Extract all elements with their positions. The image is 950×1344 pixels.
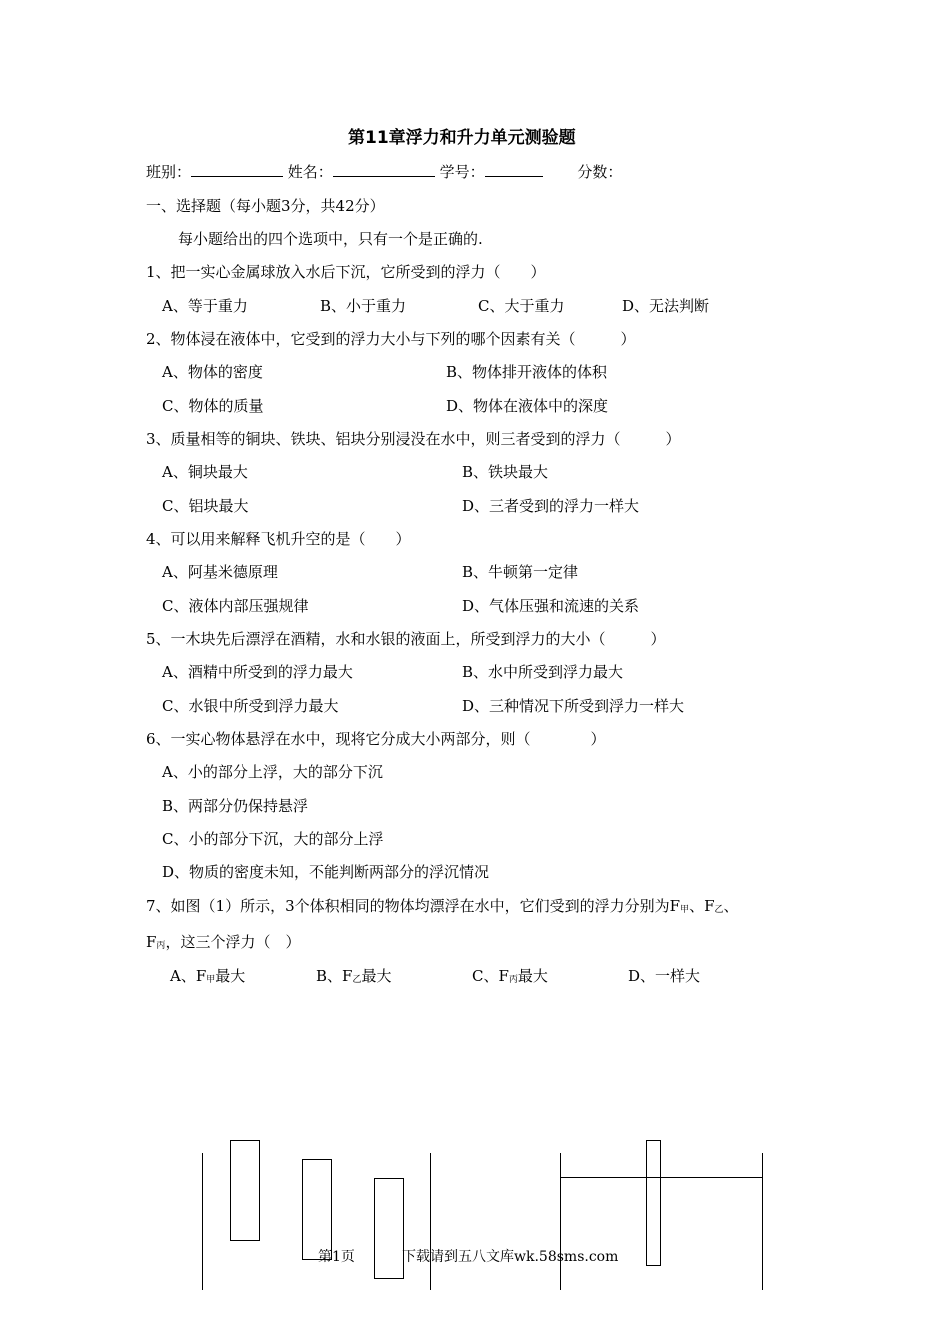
class-blank[interactable] bbox=[191, 162, 283, 177]
question-7-option-b: B、F乙最大 bbox=[316, 967, 392, 985]
question-3-option-c: C、铝块最大 bbox=[162, 497, 249, 515]
container-right-right-wall bbox=[762, 1153, 763, 1290]
info-line bbox=[146, 162, 622, 182]
footer-source: 下载请到五八文库wk.58sms.com bbox=[402, 1249, 619, 1265]
container-middle-wall bbox=[430, 1153, 431, 1290]
class-label: 班别： bbox=[146, 163, 192, 181]
question-2-option-d: D、物体在液体中的深度 bbox=[446, 397, 609, 415]
question-2-stem: 2、物体浸在液体中，它受到的浮力大小与下列的哪个因素有关（ ） bbox=[146, 330, 636, 348]
question-1-option-d: D、无法判断 bbox=[622, 297, 710, 315]
question-1-option-c: C、大于重力 bbox=[478, 297, 565, 315]
question-5-option-d: D、三种情况下所受到浮力一样大 bbox=[462, 697, 685, 715]
question-5-option-b: B、水中所受到浮力最大 bbox=[462, 663, 624, 681]
question-3-option-d: D、三者受到的浮力一样大 bbox=[462, 497, 640, 515]
question-3-option-a: A、铜块最大 bbox=[162, 463, 248, 481]
question-6-stem: 6、一实心物体悬浮在水中，现将它分成大小两部分，则（ ） bbox=[146, 730, 606, 748]
question-1-option-a: A、等于重力 bbox=[162, 297, 248, 315]
page-title: 第11章浮力和升力单元测验题 bbox=[348, 128, 576, 148]
question-4-option-c: C、液体内部压强规律 bbox=[162, 597, 309, 615]
question-4-option-b: B、牛顿第一定律 bbox=[462, 563, 579, 581]
question-4-option-a: A、阿基米德原理 bbox=[162, 563, 278, 581]
question-4-option-d: D、气体压强和流速的关系 bbox=[462, 597, 640, 615]
score-label: 分数： bbox=[577, 163, 623, 181]
water-surface-line bbox=[560, 1177, 763, 1178]
question-6-option-a: A、小的部分上浮，大的部分下沉 bbox=[162, 763, 383, 781]
number-blank[interactable] bbox=[485, 162, 543, 177]
question-5-stem: 5、一木块先后漂浮在酒精，水和水银的液面上，所受到浮力的大小（ ） bbox=[146, 630, 666, 648]
float-block-3 bbox=[374, 1178, 404, 1279]
footer-page-number: 第1页 bbox=[318, 1249, 355, 1265]
section-instruction: 每小题给出的四个选项中，只有一个是正确的. bbox=[178, 230, 483, 248]
question-5-option-c: C、水银中所受到浮力最大 bbox=[162, 697, 339, 715]
question-7-option-d: D、一样大 bbox=[628, 967, 701, 985]
question-7-option-c: C、F丙最大 bbox=[472, 967, 548, 985]
question-6-option-d: D、物质的密度未知，不能判断两部分的浮沉情况 bbox=[162, 863, 490, 881]
question-2-option-a: A、物体的密度 bbox=[162, 363, 263, 381]
question-3-stem: 3、质量相等的铜块、铁块、铝块分别浸没在水中，则三者受到的浮力（ ） bbox=[146, 430, 681, 448]
question-7-line-1: 7、如图（1）所示，3个体积相同的物体均漂浮在水中，它们受到的浮力分别为F甲、F乙、 bbox=[146, 897, 739, 915]
question-1-stem: 1、把一实心金属球放入水后下沉，它所受到的浮力（ ） bbox=[146, 263, 546, 281]
question-2-option-c: C、物体的质量 bbox=[162, 397, 264, 415]
container-right-left-wall bbox=[560, 1153, 561, 1290]
question-7-line-2: F丙，这三个浮力（ ） bbox=[146, 933, 301, 951]
number-label: 学号： bbox=[439, 163, 485, 181]
question-6-option-b: B、两部分仍保持悬浮 bbox=[162, 797, 309, 815]
question-2-option-b: B、物体排开液体的体积 bbox=[446, 363, 608, 381]
question-7-option-a: A、F甲最大 bbox=[170, 967, 246, 985]
question-5-option-a: A、酒精中所受到的浮力最大 bbox=[162, 663, 353, 681]
question-3-option-b: B、铁块最大 bbox=[462, 463, 549, 481]
question-1-option-b: B、小于重力 bbox=[320, 297, 407, 315]
float-block-2 bbox=[302, 1159, 332, 1260]
name-label: 姓名： bbox=[287, 163, 333, 181]
float-block-4 bbox=[646, 1140, 661, 1266]
question-4-stem: 4、可以用来解释飞机升空的是（ ） bbox=[146, 530, 411, 548]
float-block-1 bbox=[230, 1140, 260, 1241]
name-blank[interactable] bbox=[333, 162, 435, 177]
container-left-wall bbox=[202, 1153, 203, 1290]
section-heading: 一、选择题（每小题3分，共42分） bbox=[146, 197, 385, 215]
question-6-option-c: C、小的部分下沉，大的部分上浮 bbox=[162, 830, 384, 848]
